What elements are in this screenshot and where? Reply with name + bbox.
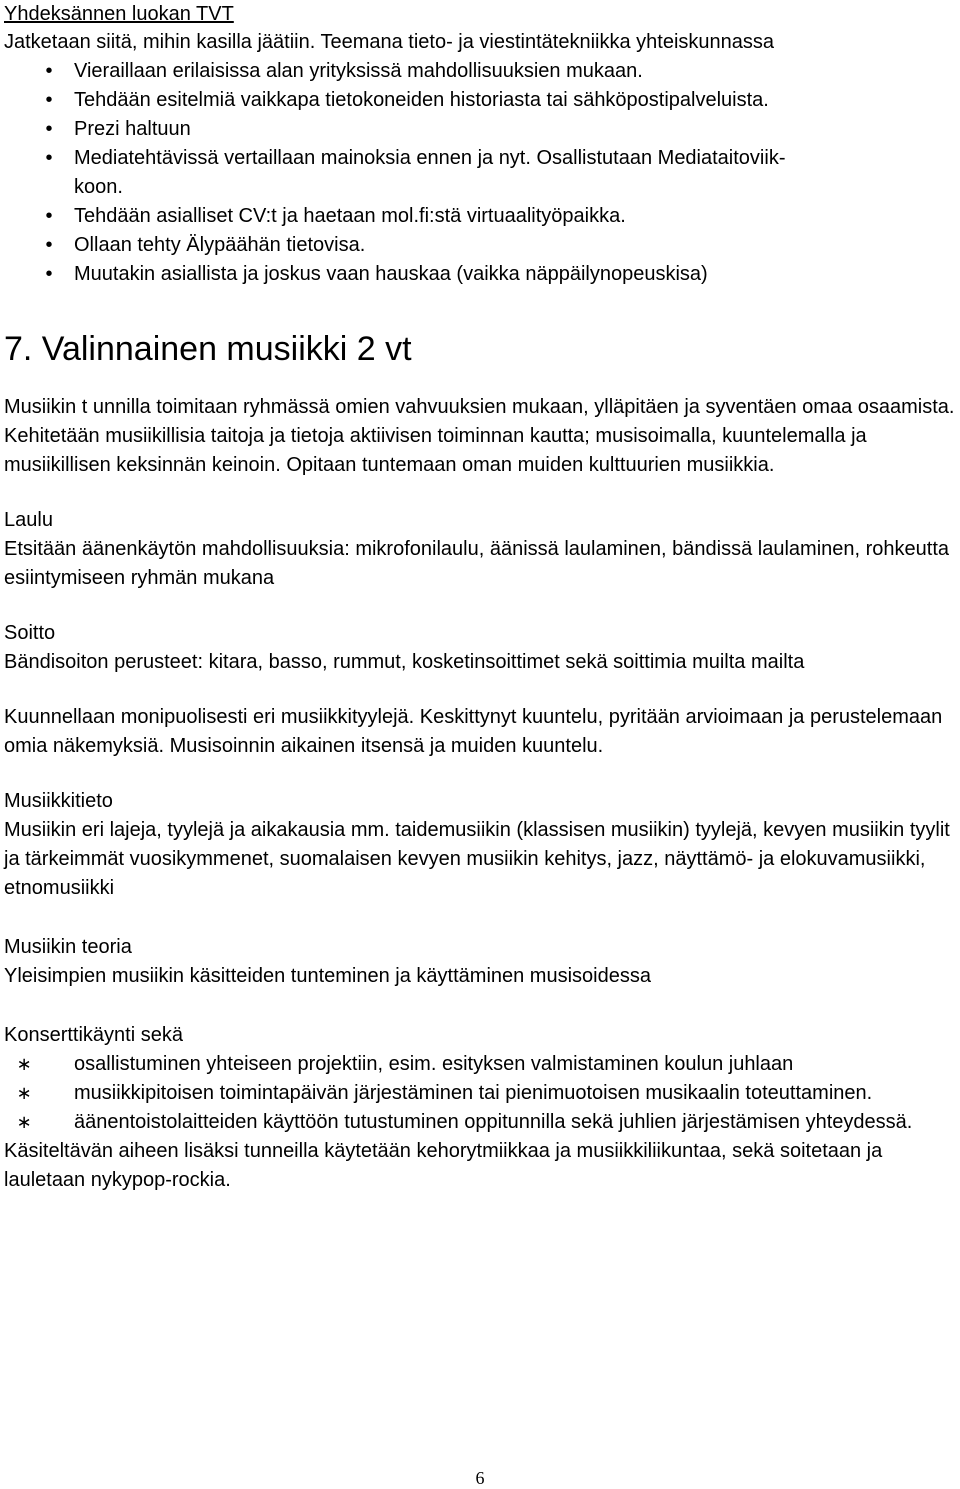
tvt-intro: Jatketaan siitä, mihin kasilla jäätiin. Teemana tieto- ja viestintätekniikka yhteiskunnassa: [4, 31, 775, 53]
teoria-text: Yleisimpien musiikin käsitteiden tunteminen ja käyttäminen musisoidessa: [4, 965, 651, 987]
kuuntelu-text: Kuunnellaan monipuolisesti eri musiikkityylejä. Keskittynyt kuuntelu, pyritään arvioimaan ja perustelemaan omia näkemyksiä. Musisoinnin aikainen itsensä ja muiden kuuntelu.: [4, 706, 943, 757]
bullet-icon: •: [45, 118, 53, 140]
list-item: [4, 231, 956, 260]
musiikkitieto-heading: Musiikkitieto: [4, 790, 113, 812]
list-item-text: äänentoistolaitteiden käyttöön tutustuminen oppitunnilla sekä juhlien järjestämisen yhteydessä.: [74, 1111, 913, 1133]
tvt-heading: Yhdeksännen luokan TVT: [4, 3, 234, 25]
bullet-icon: •: [45, 263, 53, 285]
list-item-text: Prezi haltuun: [74, 118, 191, 140]
bullet-icon: •: [45, 147, 53, 169]
bullet-icon: •: [45, 205, 53, 227]
laulu-text: Etsitään äänenkäytön mahdollisuuksia: mikrofonilaulu, äänissä laulaminen, bändissä laulaminen, rohkeutta esiintymiseen ryhmän mukana: [4, 538, 950, 589]
music-intro: Musiikin t unnilla toimitaan ryhmässä omien vahvuuksien mukaan, ylläpitäen ja syventäen omaa osaamista. Kehitetään musiikillisia taitoja ja tietoja aktiivisen toiminnan kautta; musisoimalla, kuuntelemalla ja musiikillisen keksinnän keinoin. Opitaan tuntemaan oman muiden kulttuurien musiikkia.: [4, 396, 955, 476]
list-item: [4, 1108, 956, 1137]
konsertti-heading: Konserttikäynti sekä: [4, 1024, 183, 1046]
music-section-title: 7. Valinnainen musiikki 2 vt: [4, 330, 412, 368]
list-item: [4, 86, 956, 115]
list-item-text: Tehdään asialliset CV:t ja haetaan mol.fi:stä virtuaalityöpaikka.: [74, 205, 626, 227]
tvt-bullet-list: [4, 57, 956, 289]
konsertti-list: [4, 1050, 956, 1137]
teoria-heading: Musiikin teoria: [4, 936, 132, 958]
asterisk-icon: ∗: [16, 1054, 32, 1075]
list-item: [4, 1050, 956, 1079]
music-closing: Käsiteltävän aiheen lisäksi tunneilla käytetään kehorytmiikkaa ja musiikkiliikuntaa, sekä soitetaan ja lauletaan nykypop-rockia.: [4, 1140, 883, 1191]
laulu-heading: Laulu: [4, 509, 53, 531]
musiikkitieto-text: Musiikin eri lajeja, tyylejä ja aikakausia mm. taidemusiikin (klassisen musiikin) tyylejä, kevyen musiikin tyylit ja tärkeimmät vuosikymmenet, suomalaisen kevyen musiikin kehitys, jazz, näyttämö- ja elokuvamusiikki, etnomusiikki: [4, 819, 950, 899]
soitto-text: Bändisoiton perusteet: kitara, basso, rummut, kosketinsoittimet sekä soittimia muilta mailta: [4, 651, 805, 673]
list-item-text: Vieraillaan erilaisissa alan yrityksissä mahdollisuuksien mukaan.: [74, 60, 643, 82]
list-item-text: Tehdään esitelmiä vaikkapa tietokoneiden historiasta tai sähköpostipalveluista.: [74, 89, 769, 111]
list-item: [4, 1079, 956, 1108]
soitto-heading: Soitto: [4, 622, 56, 644]
list-item: [4, 202, 956, 231]
page-number: 6: [475, 1468, 485, 1488]
list-item: [4, 57, 956, 86]
asterisk-icon: ∗: [16, 1112, 32, 1133]
list-item-text: Muutakin asiallista ja joskus vaan hauskaa (vaikka näppäilynopeuskisa): [74, 263, 708, 285]
document-page: [4, 0, 956, 1195]
list-item: [4, 115, 956, 144]
list-item-text: musiikkipitoisen toimintapäivän järjestäminen tai pienimuotoisen musikaalin toteuttaminen.: [74, 1082, 873, 1104]
list-item: [4, 260, 956, 289]
list-item-text: osallistuminen yhteiseen projektiin, esim. esityksen valmistaminen koulun juhlaan: [74, 1053, 794, 1075]
list-item: [4, 144, 956, 202]
bullet-icon: •: [45, 60, 53, 82]
list-item-text: Ollaan tehty Älypäähän tietovisa.: [74, 234, 366, 256]
asterisk-icon: ∗: [16, 1083, 32, 1104]
bullet-icon: •: [45, 234, 53, 256]
bullet-icon: •: [45, 89, 53, 111]
list-item-text: Mediatehtävissä vertaillaan mainoksia ennen ja nyt. Osallistutaan Mediataitoviikkoon.: [74, 147, 786, 198]
